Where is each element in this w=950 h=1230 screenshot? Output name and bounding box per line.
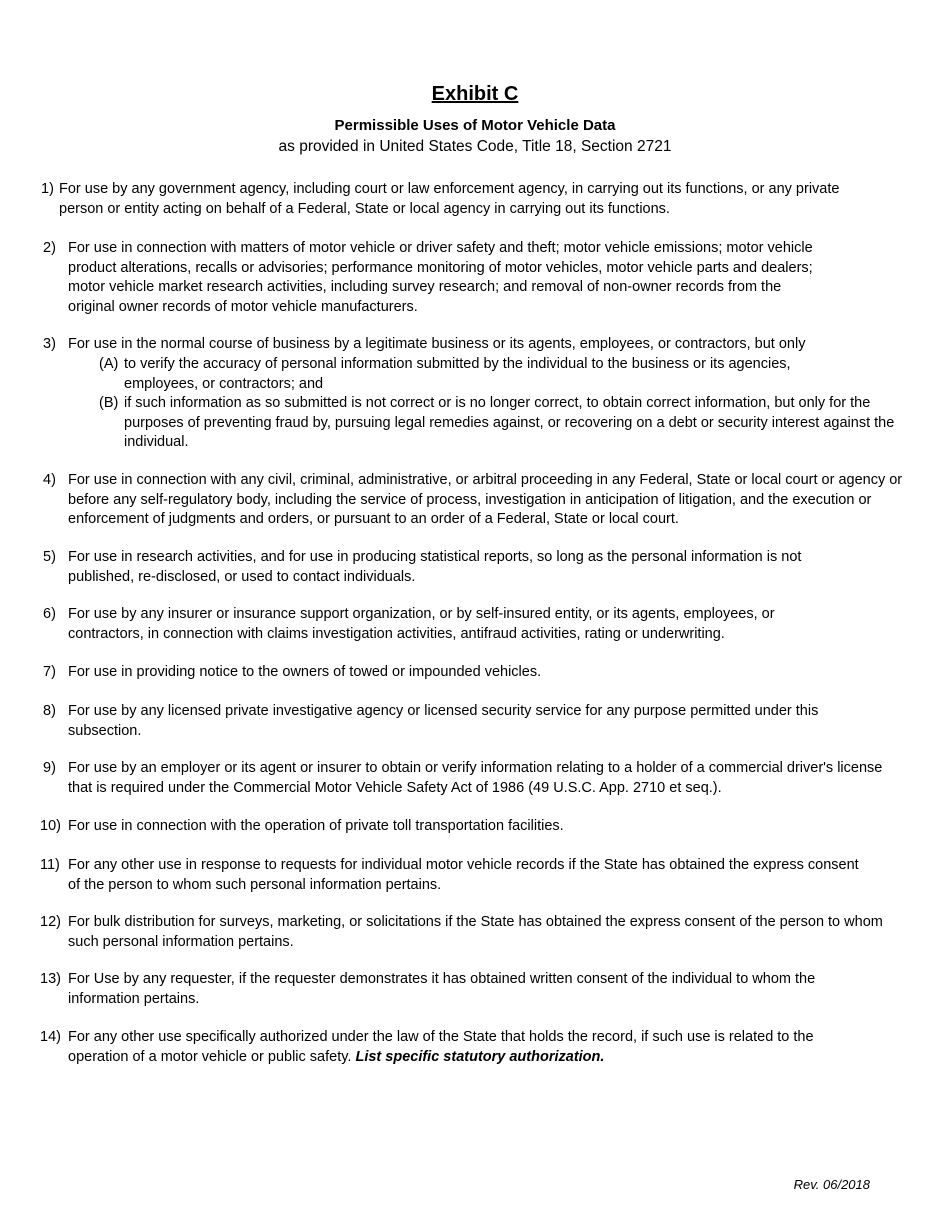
item-number: 5) (43, 549, 56, 565)
list-item (40, 817, 860, 837)
item-text: For use in connection with the operation of private toll transportation facilities. (68, 818, 564, 834)
item-number: 2) (43, 240, 56, 256)
statutory-authorization-note: List specific statutory authorization. (355, 1048, 605, 1065)
statute-citation: as provided in United States Code, Title 18, Section 2721 (278, 138, 672, 155)
item-number: 9) (43, 760, 56, 776)
sub-item-label: (B) (99, 395, 119, 411)
item-text: For use in providing notice to the owners of towed or impounded vehicles. (68, 664, 542, 680)
item-text (68, 1028, 868, 1067)
list-item (40, 970, 880, 1010)
list-item (43, 471, 908, 531)
item-number: 13) (40, 971, 61, 987)
item-text: For use in research activities, and for use in producing statistical reports, so long as the personal information is not published, re-disclosed, or used to contact individuals. (68, 549, 802, 585)
list-item (43, 605, 843, 645)
list-item (43, 663, 843, 683)
page-title: Exhibit C (431, 83, 519, 105)
list-item (43, 759, 893, 799)
item-text: For any other use in response to requests for individual motor vehicle records if the State has obtained the express consent of the person to whom such personal information pertains. (68, 857, 859, 893)
item-number: 6) (43, 606, 56, 622)
list-item (43, 335, 903, 355)
item-number: 1) (41, 181, 54, 197)
item-text-body: For any other use specifically authorized under the law of the State that holds the record, if such use is related to the operation of a motor vehicle or public safety. (68, 1029, 814, 1065)
sub-item-text: to verify the accuracy of personal information submitted by the individual to the business or its agencies, employees, or contractors; and (124, 356, 791, 392)
page-subtitle: Permissible Uses of Motor Vehicle Data (334, 117, 616, 134)
sub-item-label: (A) (99, 356, 119, 372)
item-number: 12) (40, 914, 61, 930)
list-item (41, 180, 861, 220)
list-item (40, 1028, 880, 1068)
item-number: 8) (43, 703, 56, 719)
list-item (43, 702, 883, 742)
sub-item (99, 355, 859, 395)
item-number: 14) (40, 1029, 61, 1045)
item-text: For use by any insurer or insurance support organization, or by self-insured entity, or its agents, employees, or contractors, in connection with claims investigation activities, antifraud activities, rating or underwriting. (68, 606, 775, 642)
item-text: For use by any licensed private investigative agency or licensed security service for any purpose permitted under this subsection. (68, 703, 819, 739)
sub-item (99, 394, 904, 454)
list-item (43, 548, 863, 588)
item-number: 3) (43, 336, 56, 352)
list-item (40, 856, 870, 896)
item-text: For use by an employer or its agent or insurer to obtain or verify information relating to a holder of a commercial driver's license that is required under the Commercial Motor Vehicle Safety Act of 1986 (49 U.S.C. App. 2710 et seq.). (68, 760, 883, 796)
item-text: For use in connection with matters of motor vehicle or driver safety and theft; motor vehicle emissions; motor vehicle product alterations, recalls or advisories; performance monitoring of motor vehicles, motor vehicle parts and dealers; motor vehicle market research activities, including survey research; and removal of non-owner records from the original owner records of motor vehicle manufacturers. (68, 240, 813, 315)
item-text: For bulk distribution for surveys, marketing, or solicitations if the State has obtained the express consent of the person to whom such personal information pertains. (68, 914, 883, 950)
revision-label: Rev. 06/2018 (793, 1177, 870, 1192)
list-item (43, 239, 833, 319)
item-text: For use in the normal course of business by a legitimate business or its agents, employees, or contractors, but only (68, 336, 806, 352)
item-number: 4) (43, 472, 56, 488)
item-number: 7) (43, 664, 56, 680)
item-text: For Use by any requester, if the requester demonstrates it has obtained written consent of the individual to whom the information pertains. (68, 971, 816, 1007)
list-item (40, 913, 890, 953)
sub-item-text: if such information as so submitted is not correct or is no longer correct, to obtain correct information, but only for the purposes of preventing fraud by, pursuing legal remedies against, or recovering on a debt or security interest against the individual. (124, 395, 895, 450)
item-number: 10) (40, 818, 61, 834)
item-number: 11) (40, 857, 60, 873)
item-text: For use by any government agency, including court or law enforcement agency, in carrying out its functions, or any private person or entity acting on behalf of a Federal, State or local agency in carrying out its functions. (59, 181, 840, 217)
item-text: For use in connection with any civil, criminal, administrative, or arbitral proceeding in any Federal, State or local court or agency or before any self-regulatory body, including the service of process, investigation in anticipation of litigation, and the execution or enforcement of judgments and orders, or pursuant to an order of a Federal, State or local court. (68, 472, 903, 527)
